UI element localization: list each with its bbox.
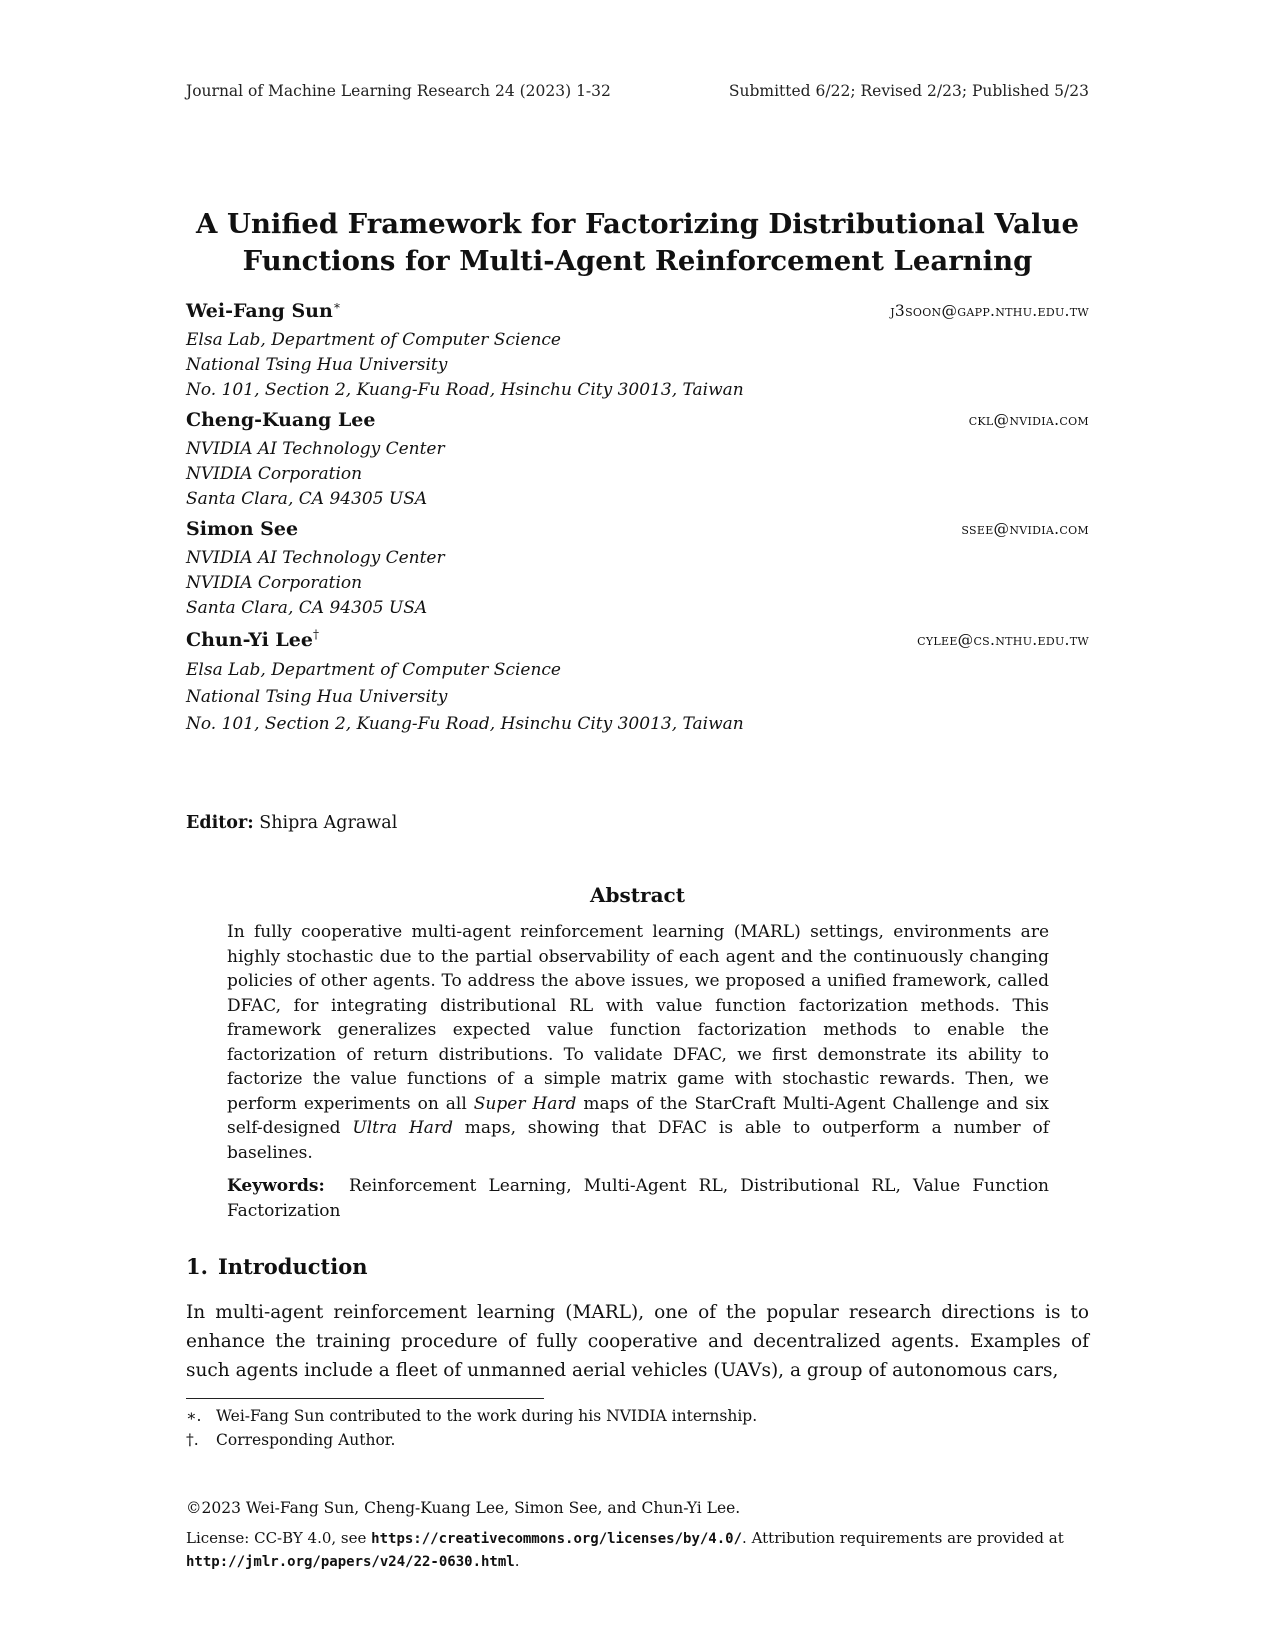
license-text: . Attribution requirements are provided at bbox=[742, 1529, 1064, 1547]
title-line-1: A Unified Framework for Factorizing Distributional Value bbox=[196, 208, 1079, 240]
copyright-notice: ©2023 Wei-Fang Sun, Cheng-Kuang Lee, Simon See, and Chun-Yi Lee. bbox=[186, 1499, 741, 1517]
author-block bbox=[186, 518, 1089, 621]
author-name: Simon See bbox=[186, 518, 299, 540]
paper-title bbox=[150, 206, 1125, 280]
abstract-part: In fully cooperative multi-agent reinforcement learning (MARL) settings, environments are highly stochastic due to the partial observability of each agent and the continuously changing policies of other agents. To address the above issues, we proposed a unified framework, called DFAC, for integrating distributional RL with value function factorization methods. This framework generalizes expected value function factorization methods to enable the factorization of return distributions. To validate DFAC, we first demonstrate its ability to factorize the value functions of a simple matrix game with stochastic rewards. Then, we perform experiments on all bbox=[227, 922, 1049, 1114]
footnote-text: Wei-Fang Sun contributed to the work during his NVIDIA internship. bbox=[216, 1407, 758, 1425]
affiliation-line: No. 101, Section 2, Kuang-Fu Road, Hsinchu City 30013, Taiwan bbox=[186, 380, 744, 400]
section-title: Introduction bbox=[217, 1254, 368, 1279]
affiliation-line: Santa Clara, CA 94305 USA bbox=[186, 489, 428, 509]
affiliation-line: Elsa Lab, Department of Computer Science bbox=[186, 330, 561, 350]
editor-name: Shipra Agrawal bbox=[259, 813, 398, 833]
keywords bbox=[227, 1174, 1049, 1223]
footnote-mark: ∗. bbox=[186, 1407, 202, 1425]
license-notice bbox=[186, 1527, 1089, 1573]
author-email[interactable]: ckl@nvidia.com bbox=[968, 411, 1089, 429]
section-heading bbox=[186, 1254, 368, 1279]
editor-line bbox=[186, 813, 397, 833]
author-email[interactable]: cylee@cs.nthu.edu.tw bbox=[917, 631, 1089, 649]
author-name: Cheng-Kuang Lee bbox=[186, 409, 376, 431]
publication-dates: Submitted 6/22; Revised 2/23; Published 5/23 bbox=[728, 82, 1089, 100]
keywords-text: Reinforcement Learning, Multi-Agent RL, Distributional RL, Value Function Factorization bbox=[227, 1176, 1049, 1221]
author-block bbox=[186, 300, 1089, 403]
introduction-text: In multi-agent reinforcement learning (MARL), one of the popular research directions is to enhance the training procedure of fully cooperative and decentralized agents. Examples of such agents include a fleet of unmanned aerial vehicles (UAVs), a group of autonomous cars, bbox=[186, 1302, 1089, 1381]
affiliation-line: Santa Clara, CA 94305 USA bbox=[186, 598, 428, 618]
affiliation-line: NVIDIA AI Technology Center bbox=[186, 548, 445, 568]
editor-label: Editor: bbox=[186, 813, 254, 833]
author-name: Wei-Fang Sun bbox=[186, 300, 333, 322]
author-mark: † bbox=[312, 627, 319, 642]
paper-link[interactable]: http://jmlr.org/papers/v24/22-0630.html bbox=[186, 1554, 515, 1570]
license-link[interactable]: https://creativecommons.org/licenses/by/4.0/ bbox=[371, 1531, 743, 1547]
affiliation-line: NVIDIA AI Technology Center bbox=[186, 439, 445, 459]
footnote-text: Corresponding Author. bbox=[216, 1431, 396, 1449]
affiliation-line: National Tsing Hua University bbox=[186, 687, 448, 707]
abstract-emphasis: Super Hard bbox=[473, 1093, 577, 1114]
author-email[interactable]: j3soon@gapp.nthu.edu.tw bbox=[890, 302, 1089, 320]
abstract-heading: Abstract bbox=[590, 883, 685, 907]
footnote bbox=[186, 1431, 395, 1449]
author-mark: ∗ bbox=[332, 298, 341, 313]
footnote-mark: †. bbox=[186, 1431, 199, 1449]
author-block bbox=[186, 629, 1089, 738]
journal-header: Journal of Machine Learning Research 24 (2023) 1-32 bbox=[186, 82, 611, 100]
affiliation-line: National Tsing Hua University bbox=[186, 355, 448, 375]
affiliation-line: NVIDIA Corporation bbox=[186, 464, 363, 484]
author-block bbox=[186, 409, 1089, 512]
footnote bbox=[186, 1407, 757, 1425]
affiliation-line: NVIDIA Corporation bbox=[186, 573, 363, 593]
author-name: Chun-Yi Lee bbox=[186, 629, 313, 651]
affiliation-line: No. 101, Section 2, Kuang-Fu Road, Hsinchu City 30013, Taiwan bbox=[186, 714, 744, 734]
section-number: 1. bbox=[186, 1254, 208, 1279]
abstract-text bbox=[227, 920, 1049, 1165]
license-text: License: CC-BY 4.0, see bbox=[186, 1529, 372, 1547]
affiliation-line: Elsa Lab, Department of Computer Science bbox=[186, 660, 561, 680]
abstract-part: maps, showing that DFAC is able to outperform a number of baselines. bbox=[227, 1118, 1049, 1163]
author-email[interactable]: ssee@nvidia.com bbox=[961, 520, 1089, 538]
footnote-divider bbox=[186, 1398, 544, 1399]
keywords-label: Keywords: bbox=[227, 1176, 325, 1196]
abstract-emphasis: Ultra Hard bbox=[352, 1118, 453, 1138]
title-line-2: Functions for Multi-Agent Reinforcement Learning bbox=[242, 245, 1033, 277]
license-text: . bbox=[514, 1552, 520, 1570]
abstract-part: maps of the StarCraft Multi-Agent Challenge and six self-designed bbox=[227, 1093, 1049, 1138]
